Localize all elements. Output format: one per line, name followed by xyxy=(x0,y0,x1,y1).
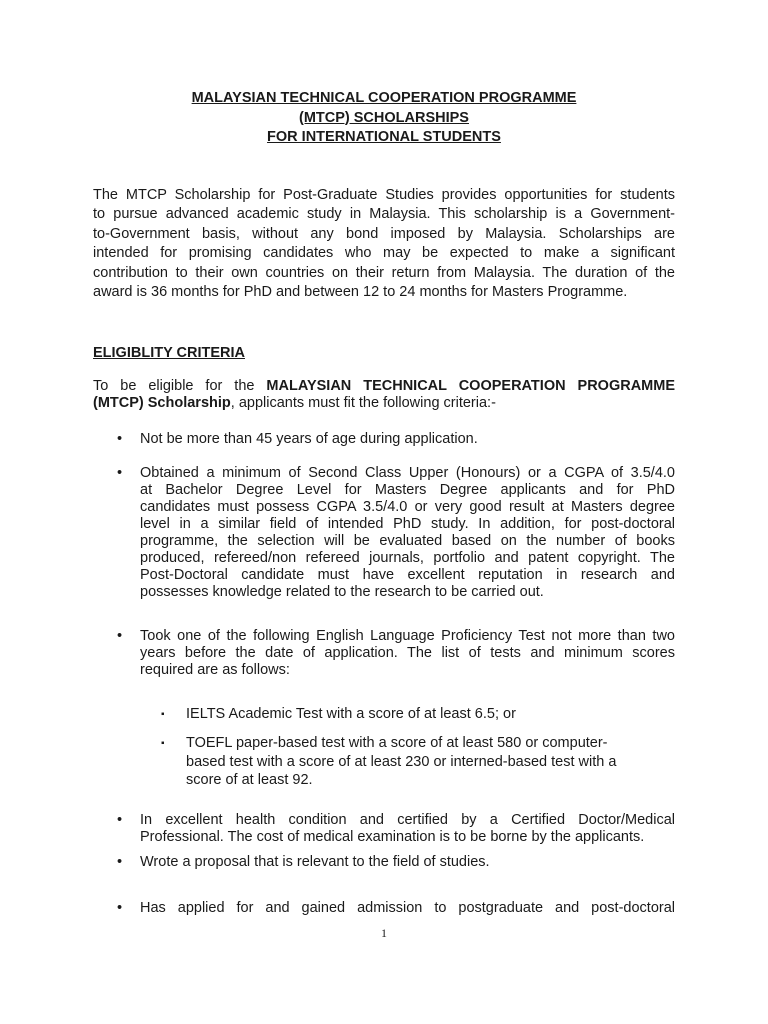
eligibility-lead xyxy=(93,378,675,412)
test-item xyxy=(186,705,666,724)
bullet-icon: • xyxy=(117,900,123,916)
criterion-item xyxy=(140,431,675,448)
test-item xyxy=(186,734,666,790)
criterion-line: In excellent health condition and certified by a Certified Doctor/Medical xyxy=(140,812,675,828)
bullet-icon: • xyxy=(117,812,123,828)
criterion-line: Took one of the following English Language Proficiency Test not more than two xyxy=(140,628,675,644)
criterion-item xyxy=(140,854,675,871)
eligibility-heading: ELIGIBLITY CRITERIA xyxy=(93,345,245,361)
criterion-line: candidates must possess CGPA 3.5/4.0 or very good result at Masters degree xyxy=(140,499,675,515)
intro-line: intended for promising candidates who may be expected to make a significant xyxy=(93,245,675,262)
document-title xyxy=(0,89,768,148)
lead-bold: MALAYSIAN TECHNICAL COOPERATION PROGRAMME xyxy=(266,378,675,394)
criterion-line: Professional. The cost of medical examination is to be borne by the applicants. xyxy=(140,829,645,845)
intro-line: The MTCP Scholarship for Post-Graduate Studies provides opportunities for students xyxy=(93,187,675,203)
criterion-item xyxy=(140,465,675,601)
intro-line: to pursue advanced academic study in Malaysia. This scholarship is a Government- xyxy=(93,206,675,223)
lead-bold-2: (MTCP) Scholarship xyxy=(93,395,231,411)
criterion-item xyxy=(140,628,675,679)
title-line-1: MALAYSIAN TECHNICAL COOPERATION PROGRAMME xyxy=(191,90,577,106)
criterion-item xyxy=(140,812,675,846)
criterion-line: Has applied for and gained admission to postgraduate and post-doctoral xyxy=(140,900,675,916)
intro-paragraph xyxy=(93,186,675,302)
criterion-line: Obtained a minimum of Second Class Upper (Honours) or a CGPA of 3.5/4.0 xyxy=(140,465,675,481)
criterion-line: Not be more than 45 years of age during application. xyxy=(140,431,478,447)
bullet-icon: • xyxy=(117,628,123,644)
intro-line: award is 36 months for PhD and between 12 to 24 months for Masters Programme. xyxy=(93,284,628,301)
intro-line: to-Government basis, without any bond imposed by Malaysia. Scholarships are xyxy=(93,225,675,242)
lead-suffix: , applicants must fit the following criteria:- xyxy=(230,395,496,411)
test-line: IELTS Academic Test with a score of at least 6.5; or xyxy=(186,706,516,722)
criterion-line: Post-Doctoral candidate must have excellent reputation in research and xyxy=(140,567,675,583)
criterion-line: possesses knowledge related to the research to be carried out. xyxy=(140,584,544,600)
criterion-line: produced, refereed/non refereed journals, portfolio and patent copyright. The xyxy=(140,550,675,566)
square-bullet-icon: ▪ xyxy=(161,738,165,749)
bullet-icon: • xyxy=(117,854,123,870)
title-line-2: (MTCP) SCHOLARSHIPS xyxy=(299,109,469,126)
criterion-item xyxy=(140,900,675,917)
bullet-icon: • xyxy=(117,465,123,481)
criterion-line: Wrote a proposal that is relevant to the field of studies. xyxy=(140,854,490,870)
criterion-line: at Bachelor Degree Level for Masters Degree applicants and for PhD xyxy=(140,482,675,498)
criterion-line: programme, the selection will be evaluated based on the number of books xyxy=(140,533,675,549)
test-line: score of at least 92. xyxy=(186,772,313,788)
test-line: TOEFL paper-based test with a score of at least 580 or computer- xyxy=(186,735,608,751)
criterion-line: required are as follows: xyxy=(140,662,290,678)
criterion-line: years before the date of application. The list of tests and minimum scores xyxy=(140,645,675,661)
title-line-3: FOR INTERNATIONAL STUDENTS xyxy=(267,129,501,145)
page-number: 1 xyxy=(381,926,387,940)
intro-line: contribution to their own countries on their return from Malaysia. The duration of the xyxy=(93,264,675,281)
criterion-line: level in a similar field of intended PhD study. In addition, for post-doctoral xyxy=(140,516,675,532)
square-bullet-icon: ▪ xyxy=(161,709,165,720)
test-line: based test with a score of at least 230 or interned-based test with a xyxy=(186,753,617,770)
bullet-icon: • xyxy=(117,431,123,447)
lead-prefix: To be eligible for the xyxy=(93,378,255,394)
